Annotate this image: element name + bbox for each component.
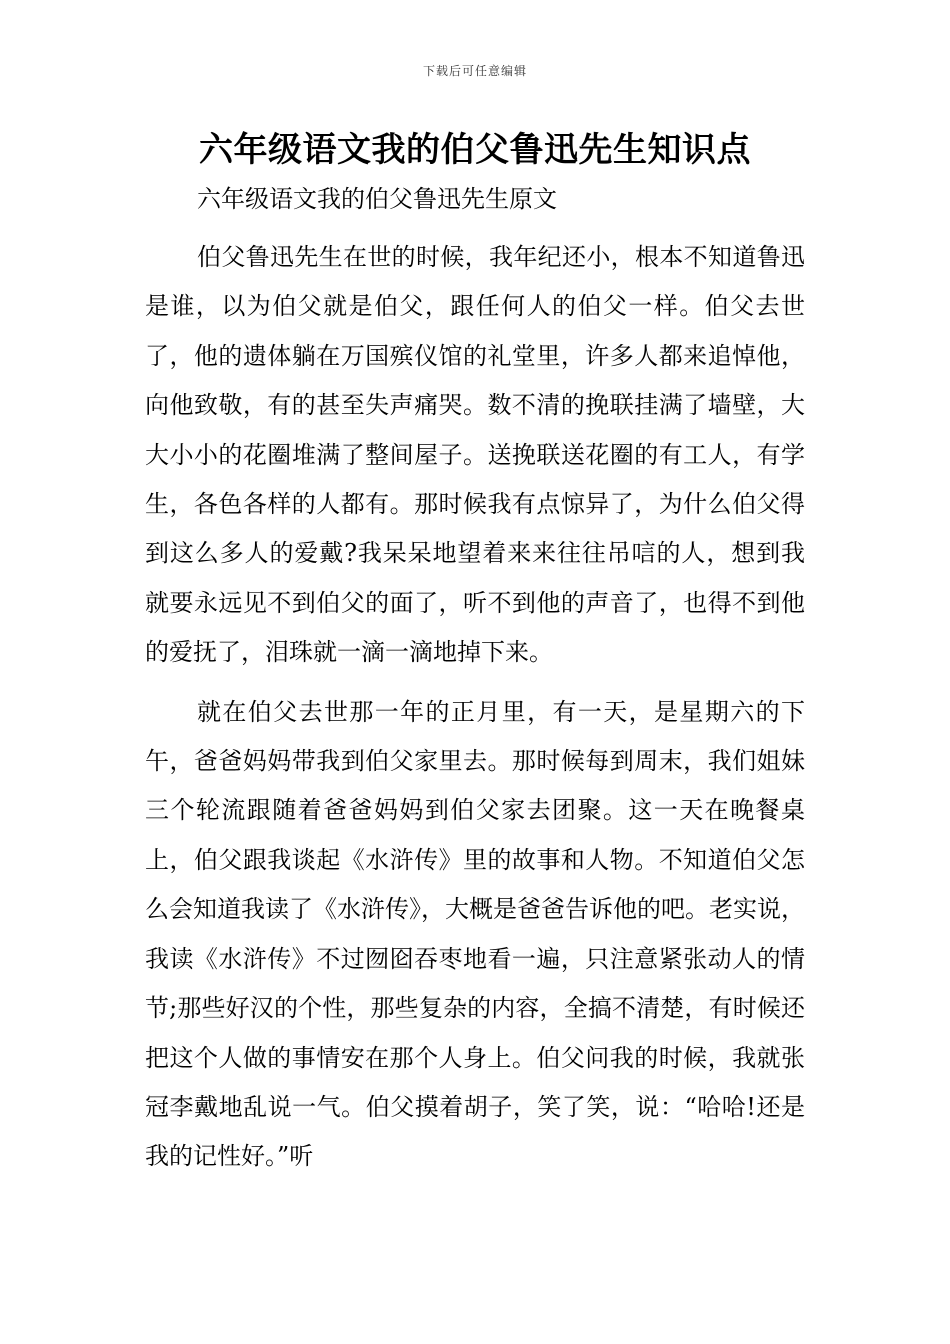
document-subtitle: 六年级语文我的伯父鲁迅先生原文 <box>197 185 557 213</box>
header-note: 下载后可任意编辑 <box>422 64 527 78</box>
document-title: 六年级语文我的伯父鲁迅先生知识点 <box>199 130 751 170</box>
body-paragraph: 就在伯父去世那一年的正月里，有一天，是星期六的下午，爸爸妈妈带我到伯父家里去。那时候每到周末，我们姐妹三个轮流跟随着爸爸妈妈到伯父家去团聚。这一天在晚餐桌上，伯父跟我谈起《水浒传》里的故事和人物。不知道伯父怎么会知道我读了《水浒传》，大概是爸爸告诉他的吧。老实说，我读《水浒传》不过囫囵吞枣地看一遍，只注意紧张动人的情节;那些好汉的个性，那些复杂的内容，全搞不清楚，有时候还把这个人做的事情安在那个人身上。伯父问我的时候，我就张冠李戴地乱说一气。伯父摸着胡子，笑了笑，说：“哈哈!还是我的记性好。”听 <box>145 697 805 1171</box>
body-paragraph: 伯父鲁迅先生在世的时候，我年纪还小，根本不知道鲁迅是谁，以为伯父就是伯父，跟任何人的伯父一样。伯父去世了，他的遗体躺在万国殡仪馆的礼堂里，许多人都来追悼他，向他致敬，有的甚至失声痛哭。数不清的挽联挂满了墙壁，大大小小的花圈堆满了整间屋子。送挽联送花圈的有工人，有学生，各色各样的人都有。那时候我有点惊异了，为什么伯父得到这么多人的爱戴?我呆呆地望着来来往往吊唁的人，想到我就要永远见不到伯父的面了，听不到他的声音了，也得不到他的爱抚了，泪珠就一滴一滴地掉下来。 <box>145 243 805 667</box>
document-body <box>145 183 805 1182</box>
